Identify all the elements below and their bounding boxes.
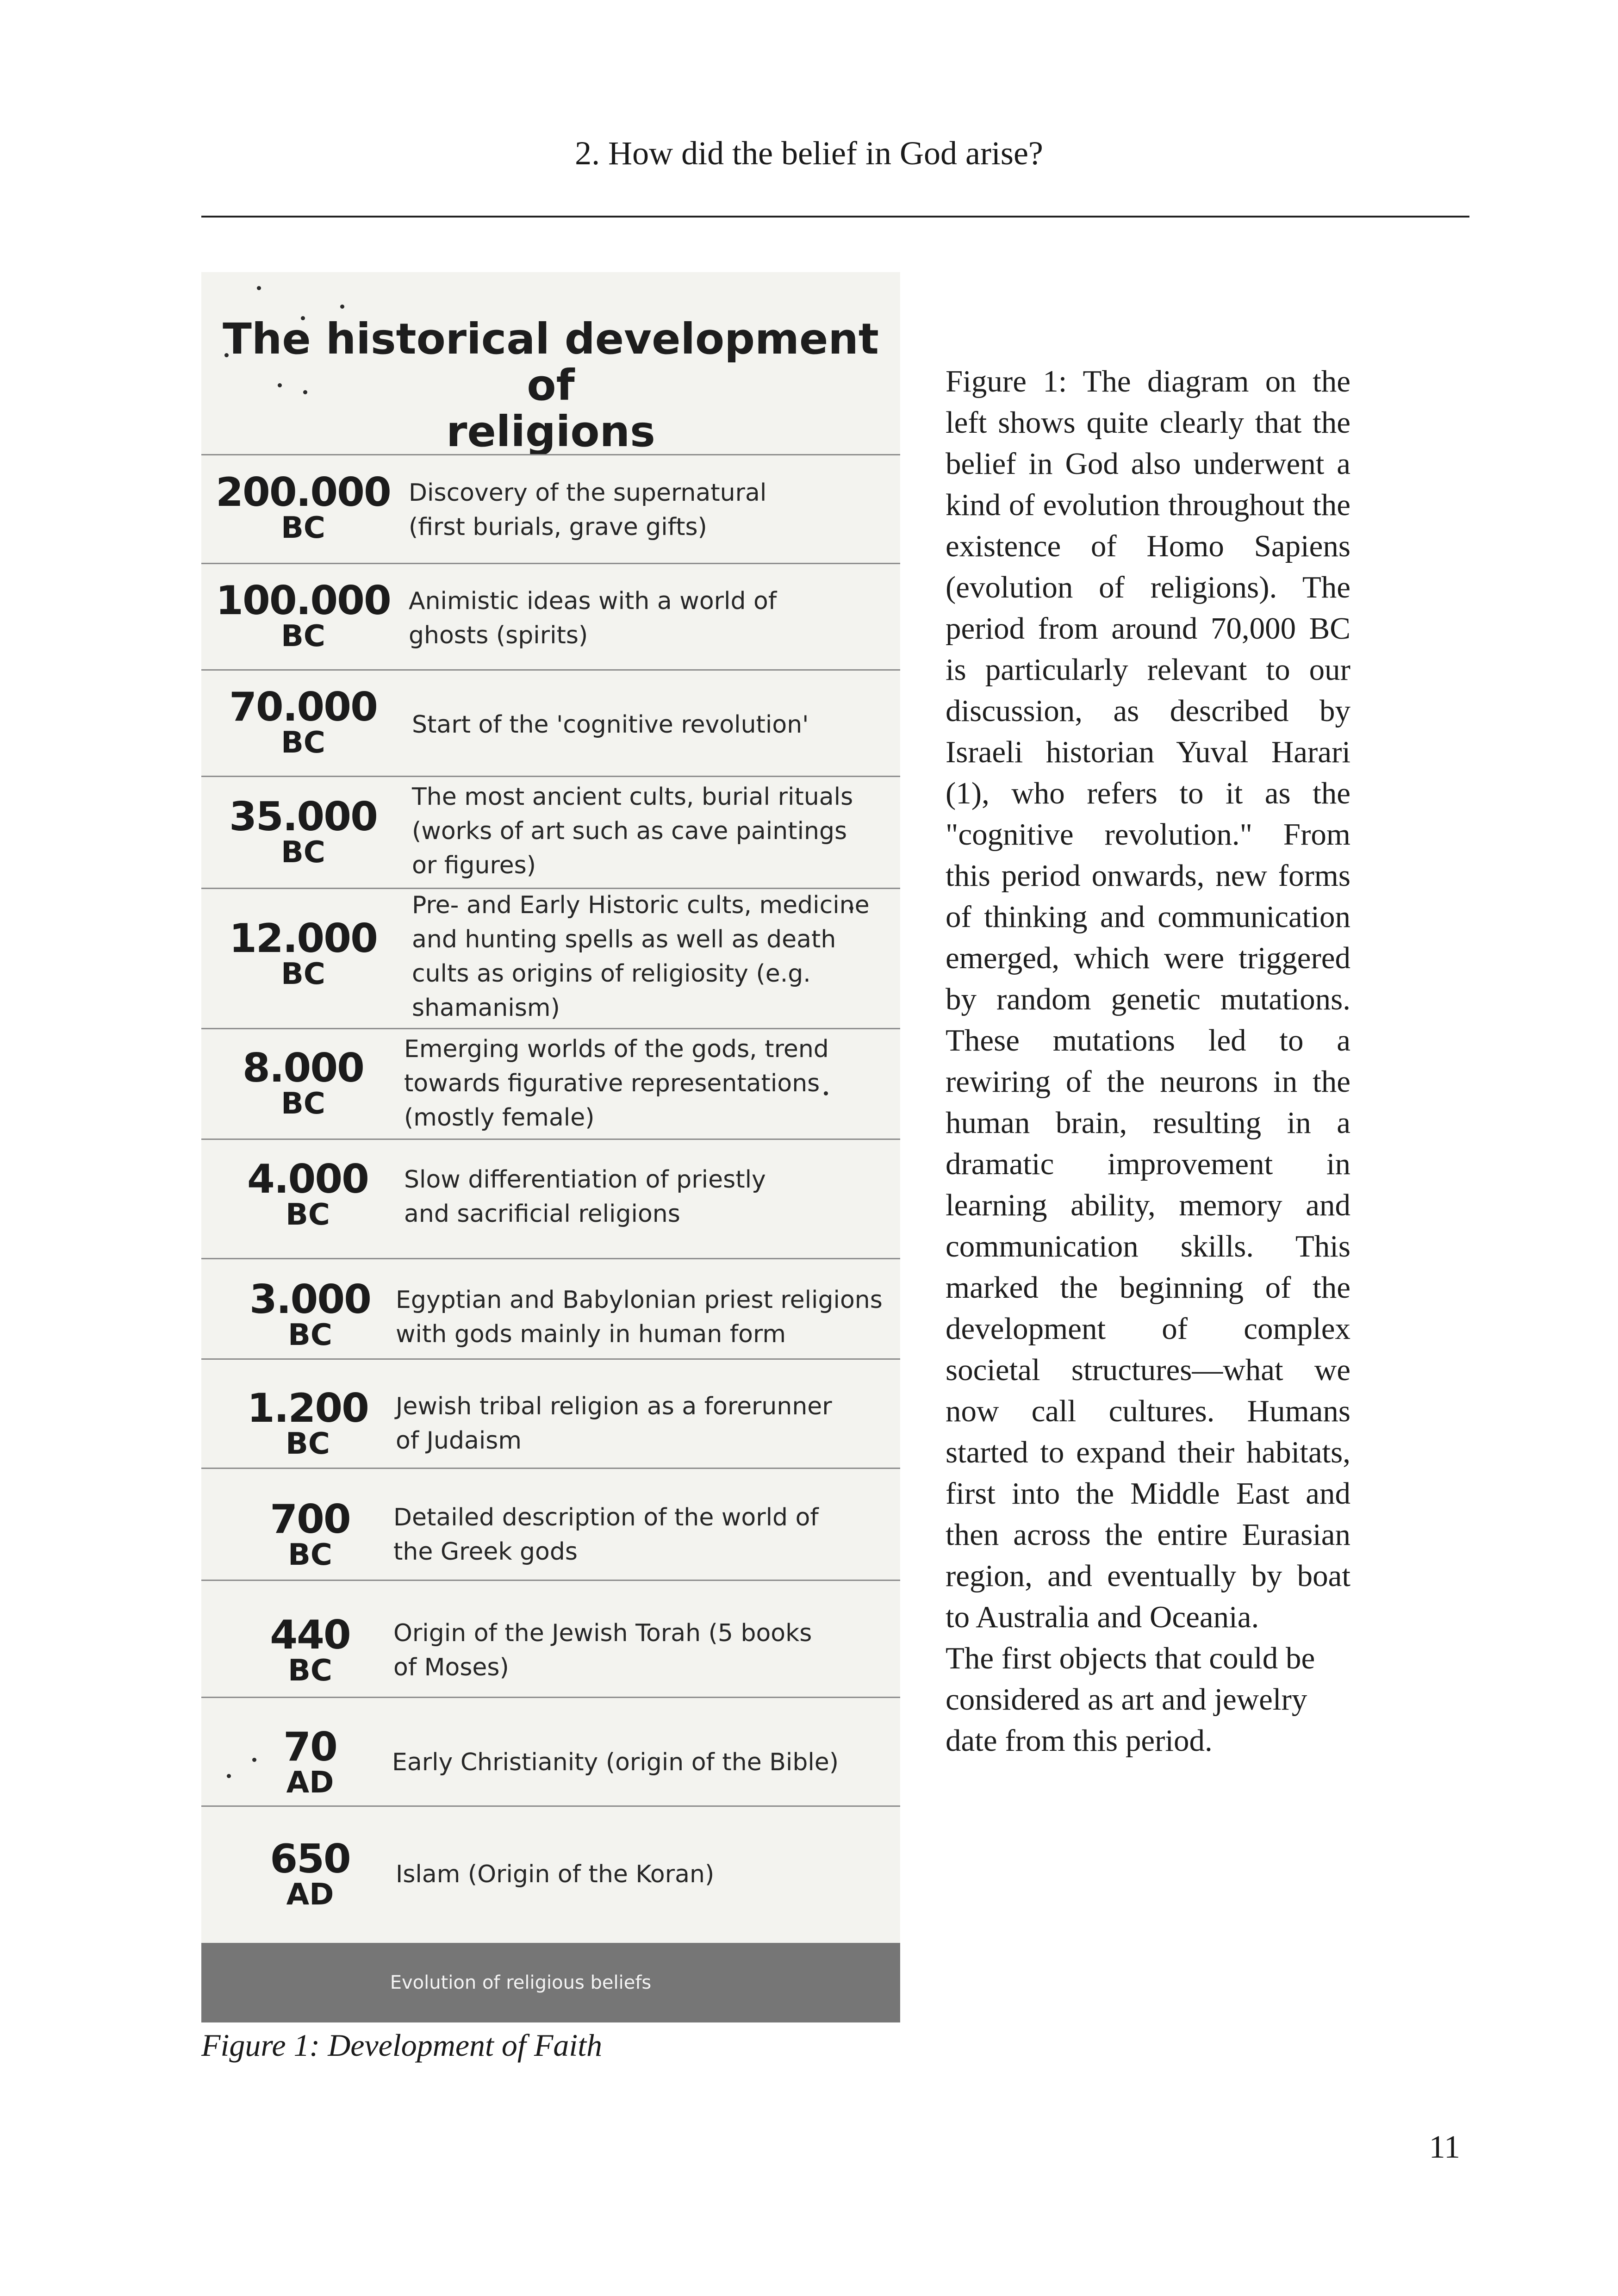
timeline-row (201, 684, 900, 762)
timeline-row (201, 578, 900, 655)
speck-decoration (257, 286, 261, 290)
timeline-year (208, 1836, 412, 1912)
timeline-row (201, 1493, 900, 1576)
timeline-row (201, 469, 900, 547)
timeline-row (201, 1609, 900, 1692)
timeline-year (201, 684, 405, 760)
timeline-year (201, 469, 405, 545)
year-number: 4.000 (247, 1156, 369, 1202)
year-number: 12.000 (229, 915, 377, 962)
year-number: 440 (270, 1612, 350, 1658)
row-divider (201, 1139, 900, 1140)
timeline-row (201, 1155, 900, 1238)
year-era: AD (286, 1766, 334, 1800)
infographic-footer: Evolution of religious beliefs (201, 1943, 900, 2022)
timeline-description: Origin of the Jewish Torah (5 books of Moses) (393, 1619, 812, 1681)
year-era: BC (281, 1087, 325, 1121)
timeline-description: Slow differentiation of priestly and sacrificial religions (404, 1166, 766, 1228)
year-era: BC (281, 835, 325, 870)
timeline-description: Early Christianity (origin of the Bible) (392, 1748, 839, 1776)
row-divider (201, 454, 900, 455)
row-divider (201, 1697, 900, 1698)
year-number: 35.000 (229, 794, 377, 840)
year-number: 650 (270, 1836, 350, 1882)
page-number: 11 (1429, 2129, 1460, 2165)
timeline-row (201, 891, 900, 1022)
title-line: religions (446, 407, 655, 456)
timeline-row (201, 1276, 900, 1359)
year-number: 70 (283, 1724, 337, 1770)
figure-caption: Figure 1: Development of Faith (201, 2028, 603, 2063)
year-number: 200.000 (216, 469, 391, 516)
timeline-row (201, 1721, 900, 1804)
timeline-year (208, 1612, 412, 1688)
body-paragraph: Figure 1: The diagram on the left shows quite clearly that the belief in God also underwent a kind of evolution throughout the existence of Homo Sapiens (evolution of religions). The period from around 70,000 BC is particularly relevant to our discussion, as described by Israeli historian Yuval Harari (1), who refers to it as the "cognitive revolution." From this period onwards, new forms of thinking and communication emerged, which were triggered by random genetic mutations. These mutations led to a rewiring of the neurons in the human brain, resulting in a dramatic improvement in learning ability, memory and communication skills. This marked the beginning of the development of complex societal structures—what we now call cultures. Humans started to expand their habitats, first into the Middle East and then across the entire Eurasian region, and eventually by boat to Australia and Oceania. (946, 364, 1350, 1634)
timeline-description: Detailed description of the world of the Greek gods (393, 1504, 819, 1566)
year-era: BC (281, 511, 325, 545)
infographic-title (201, 316, 900, 455)
row-divider (201, 669, 900, 671)
timeline-year (208, 1496, 412, 1572)
timeline-description: The most ancient cults, burial rituals (works of art such as cave paintings or figures) (412, 783, 853, 879)
year-era: BC (281, 726, 325, 760)
year-number: 1.200 (247, 1385, 369, 1431)
year-number: 3.000 (249, 1276, 371, 1323)
timeline-row (201, 1382, 900, 1465)
row-divider (201, 1468, 900, 1469)
timeline-year (206, 1156, 410, 1232)
timeline-description: Emerging worlds of the gods, trend towards figurative representations (mostly female) (404, 1035, 829, 1132)
row-divider (201, 1805, 900, 1807)
year-era: BC (286, 1198, 330, 1232)
year-era: AD (286, 1878, 334, 1912)
side-text (946, 361, 1350, 1761)
timeline-year (201, 915, 405, 991)
year-number: 70.000 (229, 684, 377, 730)
timeline-year (208, 1276, 412, 1352)
timeline-year (201, 794, 405, 870)
timeline-year (201, 578, 405, 653)
speck-decoration (340, 305, 344, 309)
row-divider (201, 563, 900, 564)
infographic-panel (201, 272, 900, 2022)
timeline-row (201, 1833, 900, 1916)
row-divider (201, 776, 900, 777)
body-paragraph: The first objects that could be considered as art and jewelry date from this period. (946, 1641, 1315, 1758)
year-era: BC (281, 957, 325, 991)
year-era: BC (288, 1654, 332, 1688)
year-number: 100.000 (216, 578, 391, 624)
year-number: 8.000 (242, 1045, 364, 1091)
year-era: BC (281, 619, 325, 653)
timeline-year (201, 1045, 405, 1121)
year-number: 700 (270, 1496, 350, 1543)
timeline-description: Animistic ideas with a world of ghosts (spirits) (409, 587, 777, 649)
running-head: 2. How did the belief in God arise? (575, 135, 1043, 172)
timeline-description: Islam (Origin of the Koran) (396, 1860, 715, 1888)
row-divider (201, 1358, 900, 1360)
timeline-row (201, 779, 900, 883)
year-era: BC (288, 1318, 332, 1352)
year-era: BC (288, 1538, 332, 1572)
header-divider (201, 216, 1469, 218)
timeline-description: Egyptian and Babylonian priest religions with gods mainly in human form (396, 1286, 883, 1348)
timeline-description: Pre- and Early Historic cults, medicine and hunting spells as well as death cults as origins of religiosity (e.g. shamanism) (412, 891, 870, 1022)
year-era: BC (286, 1427, 330, 1461)
timeline-row (201, 1031, 900, 1135)
timeline-year (208, 1724, 412, 1800)
timeline-description: Start of the 'cognitive revolution' (412, 711, 809, 739)
row-divider (201, 1258, 900, 1259)
timeline-description: Jewish tribal religion as a forerunner of Judaism (396, 1393, 832, 1455)
timeline-description: Discovery of the supernatural (first burials, grave gifts) (409, 479, 767, 541)
title-line: The historical development of (223, 314, 879, 410)
row-divider (201, 1580, 900, 1581)
timeline-year (206, 1385, 410, 1461)
row-divider (201, 1028, 900, 1029)
